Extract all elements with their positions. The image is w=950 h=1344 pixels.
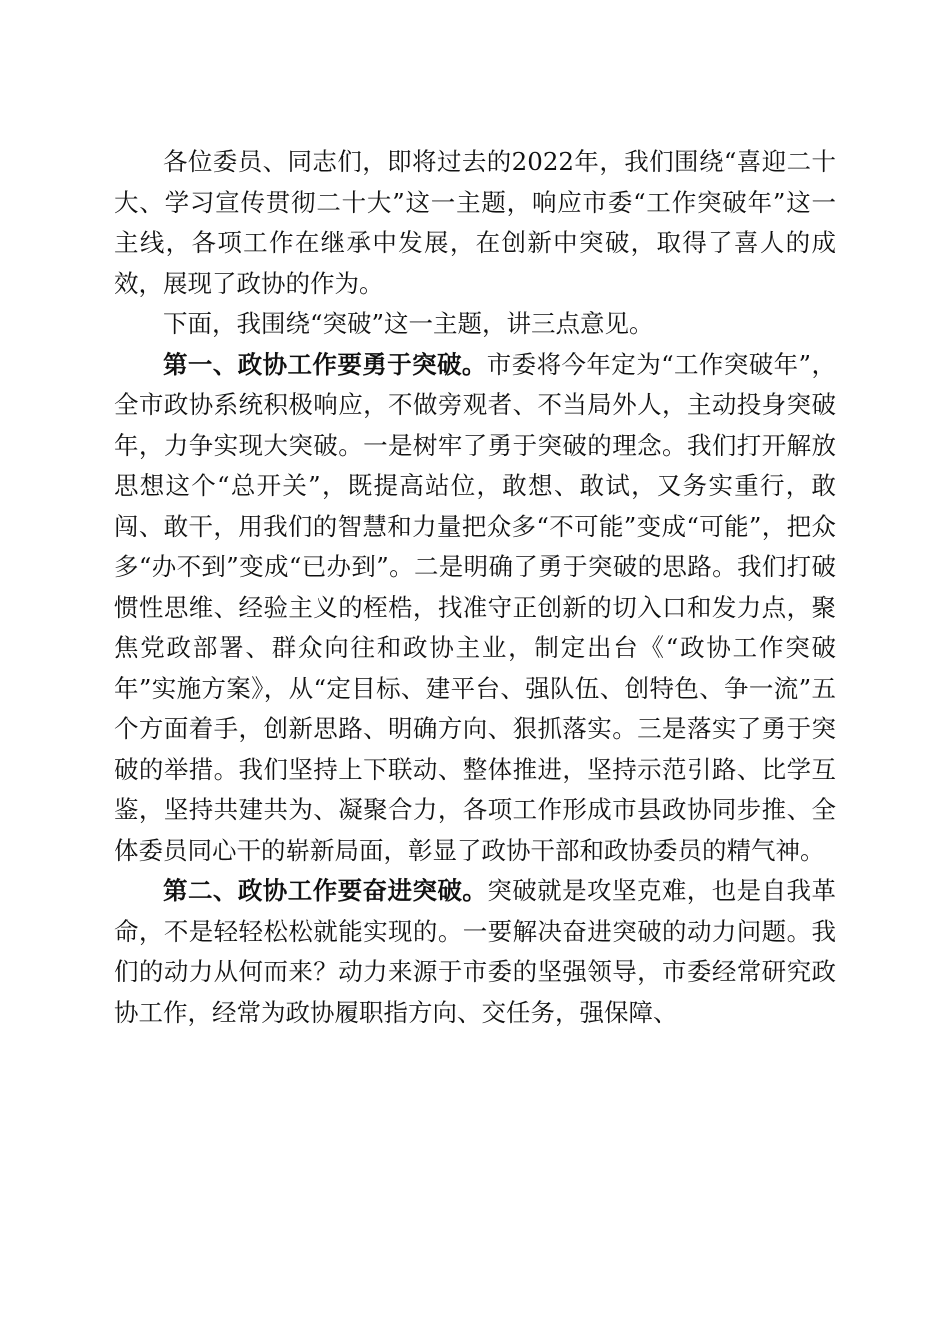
paragraph-point-one xyxy=(114,345,836,872)
paragraph-text: 市委将今年定为“工作突破年”，全市政协系统积极响应，不做旁观者、不当局外人，主动投身突破年，力争实现大突破。一是树牢了勇于突破的理念。我们打开解放思想这个“总开关”，既提高站位，敢想、敢试，又务实重行，敢闯、敢干，用我们的智慧和力量把众多“不可能”变成“可能”，把众多“办不到”变成“已办到”。二是明确了勇于突破的思路。我们打破惯性思维、经验主义的桎梏，找准守正创新的切入口和发力点，聚焦党政部署、群众向往和政协主业，制定出台《“政协工作突破年”实施方案》，从“定目标、建平台、强队伍、创特色、争一流”五个方面着手，创新思路、明确方向、狠抓落实。三是落实了勇于突破的举措。我们坚持上下联动、整体推进，坚持示范引路、比学互鉴，坚持共建共为、凝聚合力，各项工作形成市县政协同步推、全体委员同心干的崭新局面，彰显了政协干部和政协委员的精气神。 xyxy=(114,349,836,865)
paragraph-text: 突破就是攻坚克难，也是自我革命，不是轻轻松松就能实现的。一要解决奋进突破的动力问题。我们的动力从何而来？动力来源于市委的坚强领导，市委经常研究政协工作，经常为政协履职指方向、交任务，强保障、 xyxy=(114,876,836,1027)
paragraph-intro xyxy=(114,304,836,345)
paragraph-opening xyxy=(114,142,836,304)
paragraph-text: 下面，我围绕“突破”这一主题，讲三点意见。 xyxy=(163,309,654,338)
document-body xyxy=(114,142,836,1033)
paragraph-lead: 第二、政协工作要奋进突破。 xyxy=(163,876,488,905)
paragraph-text: 各位委员、同志们，即将过去的2022年，我们围绕“喜迎二十大、学习宣传贯彻二十大”这一主题，响应市委“工作突破年”这一主线，各项工作在继承中发展，在创新中突破，取得了喜人的成效，展现了政协的作为。 xyxy=(114,147,836,298)
paragraph-point-two xyxy=(114,871,836,1033)
paragraph-lead: 第一、政协工作要勇于突破。 xyxy=(163,349,487,379)
